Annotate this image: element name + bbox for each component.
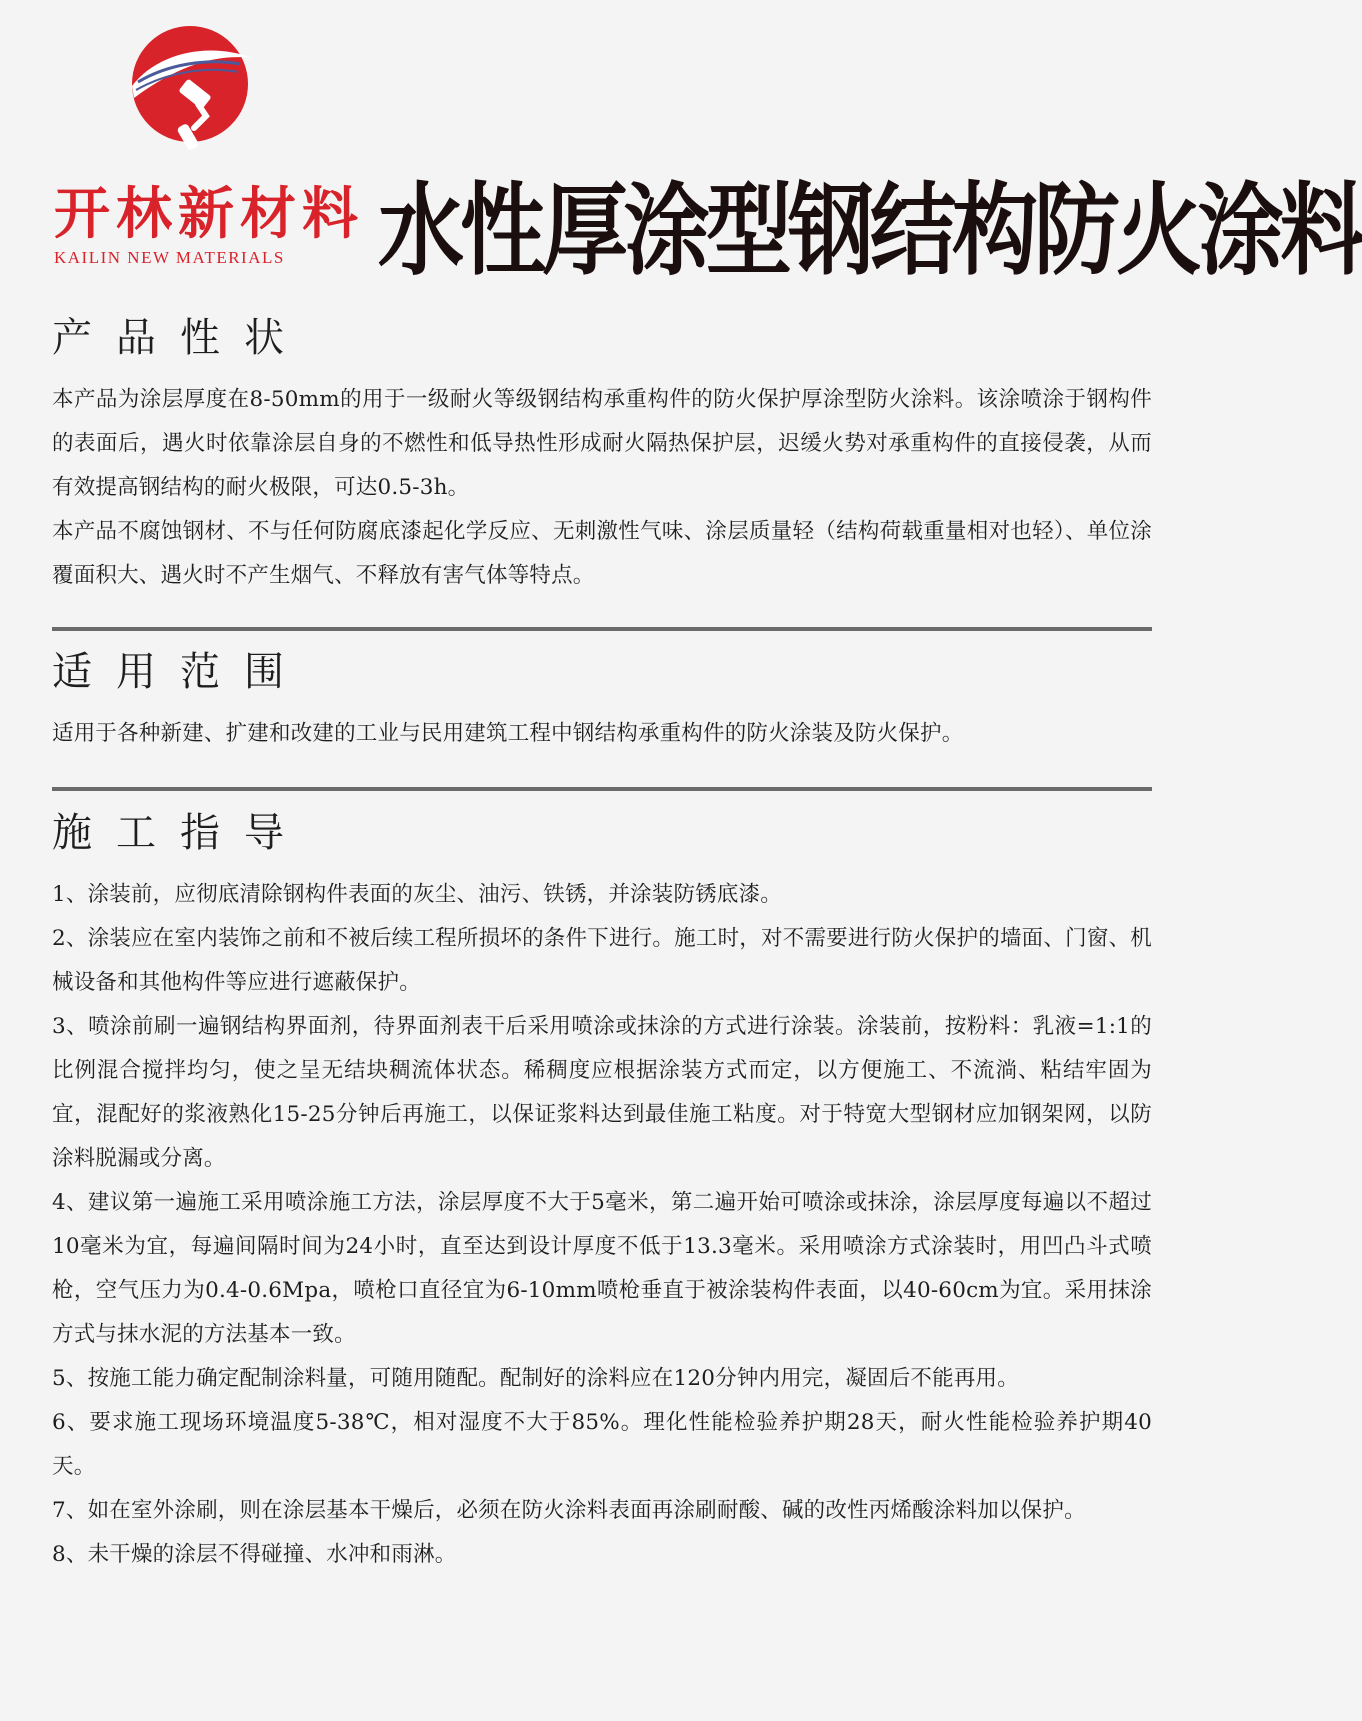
properties-paragraph: 本产品不腐蚀钢材、不与任何防腐底漆起化学反应、无刺激性气味、涂层质量轻（结构荷载重量相对也轻）、单位涂覆面积大、遇火时不产生烟气、不释放有害气体等特点。 bbox=[52, 519, 1152, 588]
section-title-properties: 产品性状 bbox=[52, 315, 308, 361]
section-scope bbox=[52, 649, 1152, 756]
guide-item: 8、未干燥的涂层不得碰撞、水冲和雨淋。 bbox=[52, 1542, 457, 1567]
section-properties bbox=[52, 315, 1152, 598]
properties-body bbox=[52, 378, 1152, 598]
page-title: 水性厚涂型钢结构防火涂料 bbox=[378, 173, 1362, 290]
guide-item: 7、如在室外涂刷，则在涂层基本干燥后，必须在防火涂料表面再涂刷耐酸、碱的改性丙烯酸涂料加以保护。 bbox=[52, 1498, 1086, 1523]
brand-name-en: KAILIN NEW MATERIALS bbox=[54, 248, 285, 267]
scope-paragraph: 适用于各种新建、扩建和改建的工业与民用建筑工程中钢结构承重构件的防火涂装及防火保护。 bbox=[52, 721, 964, 746]
section-divider bbox=[52, 787, 1152, 791]
guide-list bbox=[52, 873, 1152, 1577]
section-guide bbox=[52, 810, 1152, 1577]
scope-body bbox=[52, 712, 1152, 756]
properties-paragraph: 本产品为涂层厚度在8-50mm的用于一级耐火等级钢结构承重构件的防火保护厚涂型防火涂料。该涂喷涂于钢构件的表面后，遇火时依靠涂层自身的不燃性和低导热性形成耐火隔热保护层，迟缓火势对承重构件的直接侵袭，从而有效提高钢结构的耐火极限，可达0.5-3h。 bbox=[52, 387, 1152, 500]
guide-item: 3、喷涂前刷一遍钢结构界面剂，待界面剂表干后采用喷涂或抹涂的方式进行涂装。涂装前，按粉料：乳液=1:1的比例混合搅拌均匀，使之呈无结块稠流体状态。稀稠度应根据涂装方式而定，以方便施工、不流淌、粘结牢固为宜，混配好的浆液熟化15-25分钟后再施工，以保证浆料达到最佳施工粘度。对于特宽大型钢材应加钢架网，以防涂料脱漏或分离。 bbox=[52, 1014, 1152, 1171]
guide-item: 2、涂装应在室内装饰之前和不被后续工程所损坏的条件下进行。施工时，对不需要进行防火保护的墙面、门窗、机械设备和其他构件等应进行遮蔽保护。 bbox=[52, 926, 1152, 995]
paint-roller-logo-icon bbox=[128, 24, 258, 154]
brand-name-cn: 开林新材料 bbox=[54, 182, 364, 247]
header bbox=[0, 0, 1362, 290]
section-divider bbox=[52, 627, 1152, 631]
brand-logo bbox=[48, 24, 364, 274]
guide-item: 4、建议第一遍施工采用喷涂施工方法，涂层厚度不大于5毫米，第二遍开始可喷涂或抹涂，涂层厚度每遍以不超过10毫米为宜，每遍间隔时间为24小时，直至达到设计厚度不低于13.3毫米。采用喷涂方式涂装时，用凹凸斗式喷枪，空气压力为0.4-0.6Mpa，喷枪口直径宜为6-10mm喷枪垂直于被涂装构件表面，以40-60cm为宜。采用抹涂方式与抹水泥的方法基本一致。 bbox=[52, 1190, 1152, 1347]
guide-item: 5、按施工能力确定配制涂料量，可随用随配。配制好的涂料应在120分钟内用完，凝固后不能再用。 bbox=[52, 1366, 1019, 1391]
guide-item: 6、要求施工现场环境温度5-38℃，相对湿度不大于85%。理化性能检验养护期28天，耐火性能检验养护期40天。 bbox=[52, 1410, 1152, 1479]
section-title-scope: 适用范围 bbox=[52, 649, 308, 695]
section-title-guide: 施工指导 bbox=[52, 810, 308, 856]
guide-item: 1、涂装前，应彻底清除钢构件表面的灰尘、油污、铁锈，并涂装防锈底漆。 bbox=[52, 882, 782, 907]
